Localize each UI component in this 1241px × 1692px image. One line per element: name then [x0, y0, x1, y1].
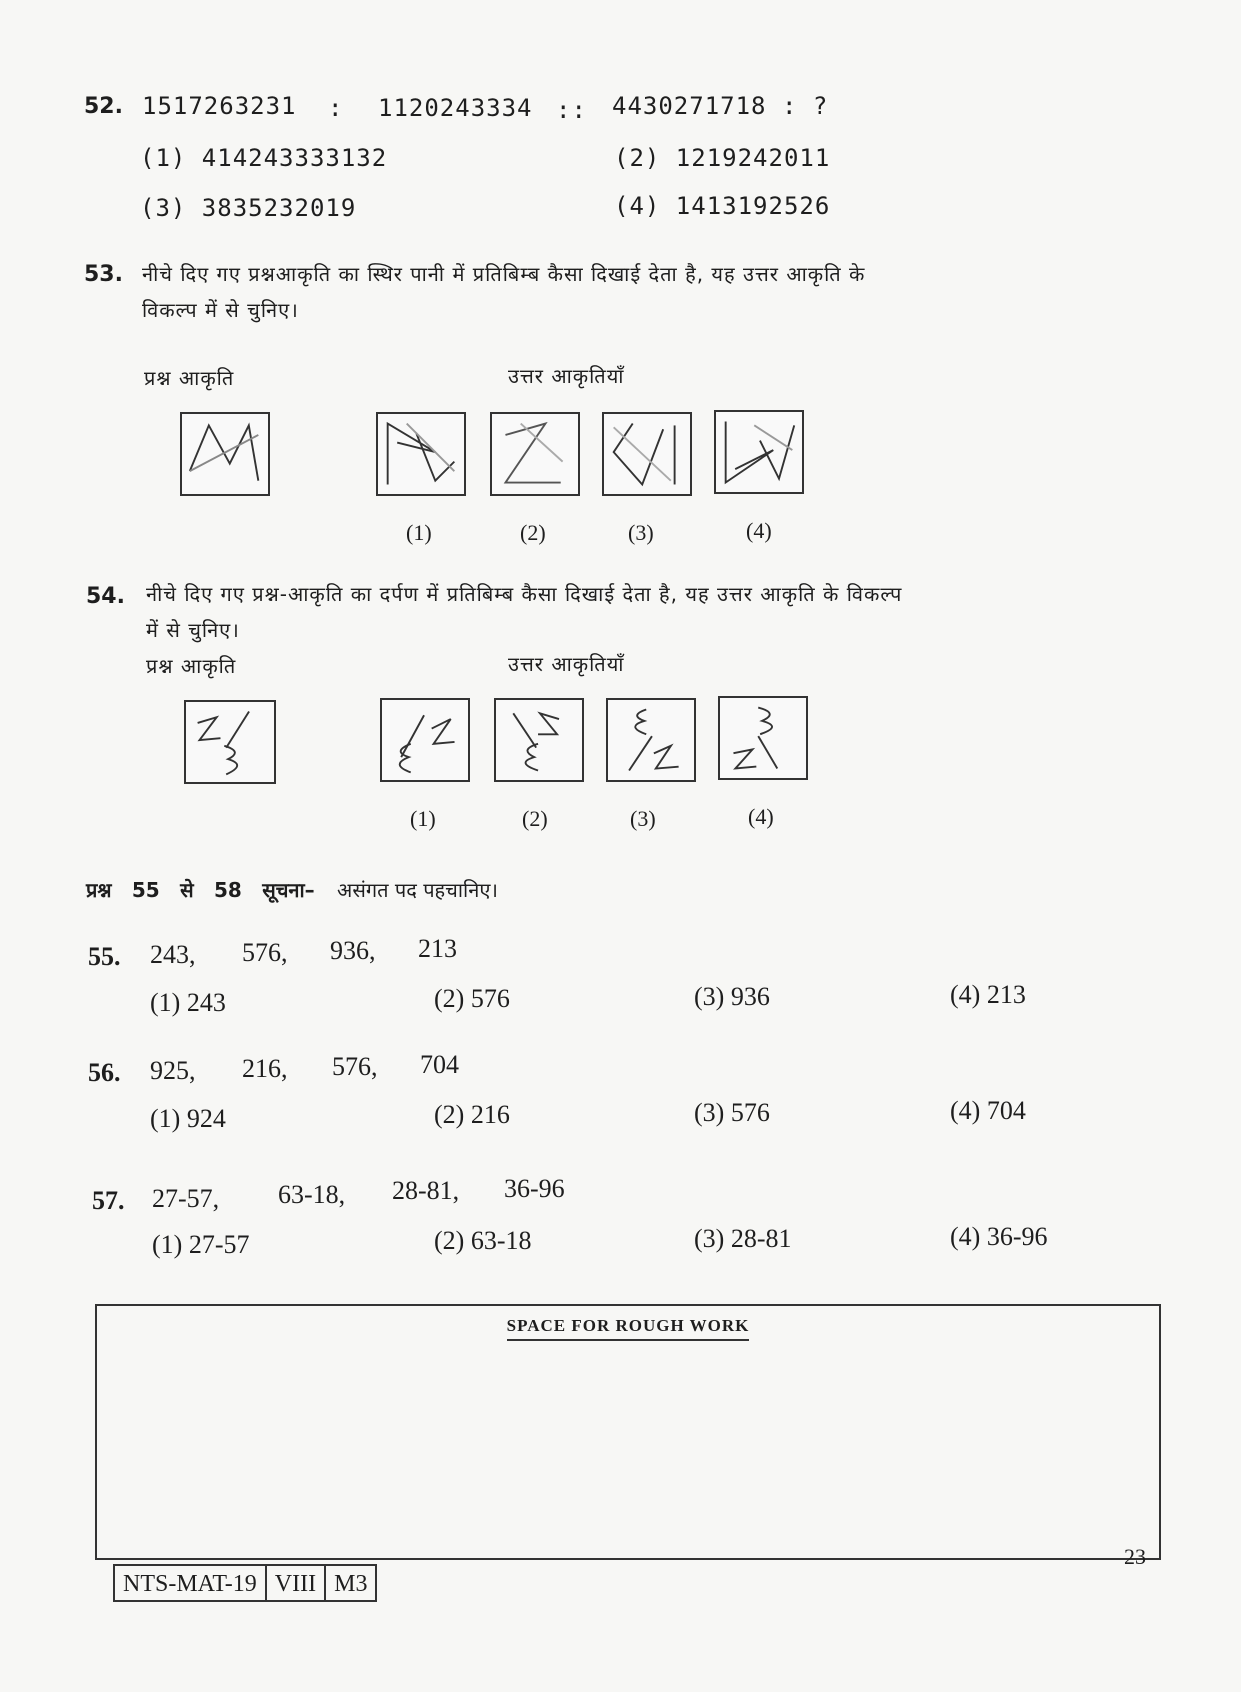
instruction-prefix: प्रश्न: [86, 878, 112, 902]
option[interactable]: (2) 576: [434, 984, 510, 1013]
question-number: 54.: [86, 584, 125, 609]
option[interactable]: (2) 63-18: [434, 1226, 532, 1255]
option-label: (3): [630, 806, 656, 831]
answer-figure-4[interactable]: [714, 410, 804, 494]
rough-work-box[interactable]: [95, 1304, 1161, 1560]
option-label: (1): [406, 520, 432, 545]
series-term: 936,: [330, 936, 376, 965]
question-text: में से चुनिए।: [146, 618, 240, 642]
instruction-label: सूचना–: [262, 878, 315, 902]
question-figure: [180, 412, 270, 496]
option[interactable]: (4) 1413192526: [614, 192, 831, 220]
rough-work-title: SPACE FOR ROUGH WORK: [97, 1316, 1159, 1336]
option-label: (4): [746, 518, 772, 543]
instruction-range-end: 58: [213, 878, 242, 902]
answer-figure-1[interactable]: [376, 412, 466, 496]
option[interactable]: (3) 936: [694, 982, 770, 1011]
option[interactable]: (3) 576: [694, 1098, 770, 1127]
option[interactable]: (4) 704: [950, 1096, 1026, 1125]
question-text: विकल्प में से चुनिए।: [142, 298, 299, 322]
instruction: [86, 876, 498, 903]
answer-figure-1[interactable]: [380, 698, 470, 782]
series-term: 216,: [242, 1054, 288, 1083]
series-term: 704: [420, 1050, 459, 1079]
series-term: 1120243334: [378, 94, 533, 122]
series-term: 36-96: [504, 1174, 565, 1203]
answer-figure-4[interactable]: [718, 696, 808, 780]
question-number: 56.: [88, 1058, 121, 1087]
instruction-text: असंगत पद पहचानिए।: [337, 878, 498, 902]
question-text: नीचे दिए गए प्रश्न-आकृति का दर्पण में प्रतिबिम्ब कैसा दिखाई देता है, यह उत्तर आकृति के विकल्प: [146, 582, 903, 606]
answer-figures-label: उत्तर आकृतियाँ: [508, 652, 625, 676]
series-term: 28-81,: [392, 1176, 460, 1205]
question-number: 52.: [84, 94, 123, 119]
separator: ::: [556, 96, 587, 124]
series-term: 576,: [332, 1052, 378, 1081]
question-number: 57.: [92, 1186, 125, 1215]
option-label: (2): [522, 806, 548, 831]
series-term: 925,: [150, 1056, 196, 1085]
question-number: 55.: [88, 942, 121, 971]
question-figure: [184, 700, 276, 784]
option[interactable]: (2) 1219242011: [614, 144, 831, 172]
option-label: (4): [748, 804, 774, 829]
page-number: 23: [1124, 1544, 1146, 1569]
question-figure-label: प्रश्न आकृति: [146, 654, 237, 678]
option[interactable]: (3) 28-81: [694, 1224, 792, 1253]
answer-figure-3[interactable]: [602, 412, 692, 496]
series-term: 243,: [150, 940, 196, 969]
option[interactable]: (1) 27-57: [152, 1230, 250, 1259]
answer-figure-3[interactable]: [606, 698, 696, 782]
option[interactable]: (4) 36-96: [950, 1222, 1048, 1251]
series-term: 27-57,: [152, 1184, 220, 1213]
question-figure-label: प्रश्न आकृति: [144, 366, 235, 390]
answer-figures-label: उत्तर आकृतियाँ: [508, 364, 625, 388]
set-label: M3: [334, 1571, 368, 1597]
option[interactable]: (4) 213: [950, 980, 1026, 1009]
series-term: 1517263231: [142, 92, 297, 120]
question-text: नीचे दिए गए प्रश्नआकृति का स्थिर पानी में प्रतिबिम्ब कैसा दिखाई देता है, यह उत्तर आकृति के: [142, 262, 866, 286]
answer-figure-2[interactable]: [494, 698, 584, 782]
series-term: 63-18,: [278, 1180, 346, 1209]
series-term: 576,: [242, 938, 288, 967]
separator: :: [328, 94, 344, 122]
option-label: (2): [520, 520, 546, 545]
paper-code: NTS-MAT-19: [115, 1566, 267, 1600]
option[interactable]: (1) 924: [150, 1104, 226, 1133]
class-label: VIII: [267, 1566, 326, 1600]
option-label: (1): [410, 806, 436, 831]
answer-figure-2[interactable]: [490, 412, 580, 496]
option[interactable]: (2) 216: [434, 1100, 510, 1129]
option-label: (3): [628, 520, 654, 545]
series-term: 4430271718 : ?: [612, 92, 829, 120]
instruction-range-mid: से: [180, 878, 194, 902]
instruction-range-start: 55: [131, 878, 160, 902]
option[interactable]: (3) 3835232019: [140, 194, 357, 222]
question-number: 53.: [84, 262, 123, 287]
option[interactable]: (1) 243: [150, 988, 226, 1017]
series-term: 213: [418, 934, 457, 963]
paper-code-box: [113, 1564, 377, 1602]
option[interactable]: (1) 414243333132: [140, 144, 388, 172]
